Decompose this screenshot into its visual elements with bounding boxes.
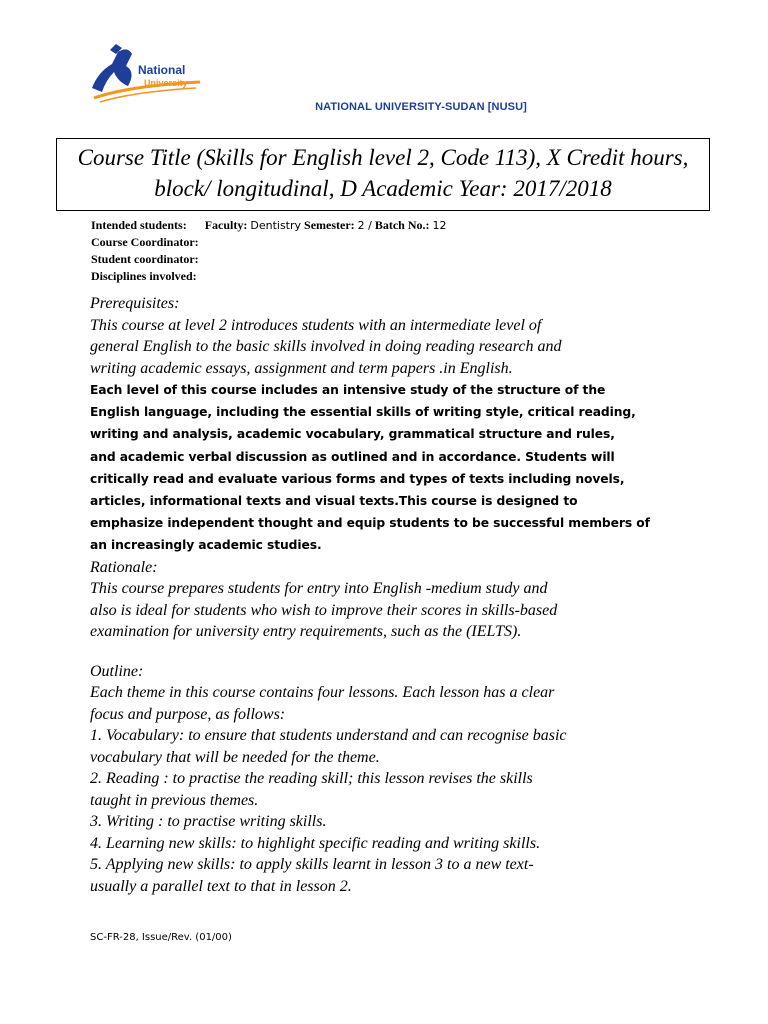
description-line: Each level of this course includes an intensive study of the structure of the <box>90 383 606 397</box>
outline-line: 1. Vocabulary: to ensure that students understand and can recognise basic <box>90 727 567 745</box>
description-line: critically read and evaluate various forms and types of texts including novels, <box>90 471 625 486</box>
description-line: English language, including the essential skills of writing style, critical reading, <box>90 405 636 420</box>
faculty-label: Faculty: <box>204 218 248 232</box>
prerequisites-line: This course at level 2 introduces students with an intermediate level of <box>90 316 542 334</box>
student-coordinator-label: Student coordinator: <box>91 252 199 266</box>
prerequisites-line: general English to the basic skills involved in doing reading research and <box>90 338 562 355</box>
prerequisites-line: writing academic essays, assignment and term papers .in English. <box>90 359 513 377</box>
description-line: an increasingly academic studies. <box>90 538 322 553</box>
rationale-line: This course prepares students for entry into English -medium study and <box>90 580 548 598</box>
semester-value: 2 / <box>357 219 372 232</box>
disciplines-label: Disciplines involved: <box>91 269 197 283</box>
faculty-value: Dentistry <box>250 219 302 232</box>
batch-label: Batch No.: <box>374 218 430 232</box>
course-body <box>90 293 690 897</box>
batch-value: 12 <box>432 219 447 232</box>
rationale-line: also is ideal for students who wish to improve their scores in skills-based <box>90 601 558 619</box>
national-university-logo <box>88 42 204 104</box>
course-title-line-2: block/ longitudinal, D Academic Year: 2017/2018 <box>154 176 612 201</box>
outline-line: 3. Writing : to practise writing skills. <box>90 813 327 831</box>
description-line: emphasize independent thought and equip students to be successful members of <box>90 516 650 531</box>
outline-heading: Outline: <box>90 662 144 680</box>
description-line: articles, informational texts and visual texts.This course is designed to <box>90 494 578 509</box>
course-title-line-1: Course Title (Skills for English level 2, Code 113), X Credit hours, <box>77 145 689 170</box>
course-info <box>91 217 447 285</box>
outline-line: Each theme in this course contains four lessons. Each lesson has a clear <box>90 684 555 702</box>
course-title-box <box>56 138 710 211</box>
outline-line: focus and purpose, as follows: <box>90 705 286 723</box>
logo-text-university: University <box>144 78 188 88</box>
logo-text-national: National <box>138 63 186 77</box>
description-line: writing and analysis, academic vocabulary, grammatical structure and rules, <box>90 427 615 442</box>
intended-label: Intended students: <box>91 218 187 232</box>
rationale-line: examination for university entry requirements, such as the (IELTS). <box>90 623 522 641</box>
outline-line: 4. Learning new skills: to highlight specific reading and writing skills. <box>90 834 541 852</box>
outline-line: vocabulary that will be needed for the theme. <box>90 748 380 766</box>
prerequisites-heading: Prerequisites: <box>90 295 180 312</box>
semester-label: Semester: <box>304 218 355 232</box>
outline-line: taught in previous themes. <box>90 791 259 809</box>
course-coordinator-label: Course Coordinator: <box>91 235 199 249</box>
outline-line: 2. Reading : to practise the reading skill; this lesson revises the skills <box>90 770 533 788</box>
outline-line: 5. Applying new skills: to apply skills learnt in lesson 3 to a new text- <box>90 856 534 874</box>
form-code-footer: SC-FR-28, Issue/Rev. (01/00) <box>90 932 232 943</box>
info-row-intended <box>91 217 447 234</box>
university-header: NATIONAL UNIVERSITY-SUDAN [NUSU] <box>315 101 527 113</box>
outline-line: usually a parallel text to that in lesson 2. <box>90 877 352 895</box>
description-line: and academic verbal discussion as outlined and in accordance. Students will <box>90 449 615 464</box>
rationale-heading: Rationale: <box>90 558 158 576</box>
